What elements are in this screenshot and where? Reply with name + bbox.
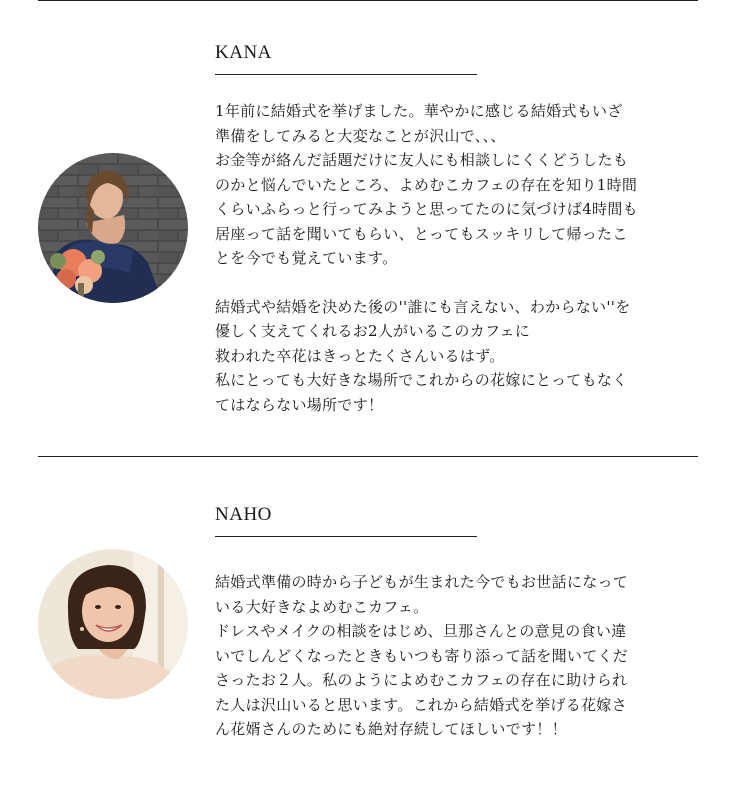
- naho-avatar: [38, 549, 188, 699]
- woman-with-bouquet-photo-icon: [38, 153, 188, 303]
- profile-name: KANA: [215, 40, 477, 75]
- profile-name: NAHO: [215, 502, 477, 537]
- top-divider: [38, 0, 698, 1]
- naho-paragraph-1: 結婚式準備の時から子どもが生まれた今でもお世話になって いる大好きなよめむこカフェ。 ドレスやメイクの相談をはじめ、旦那さんとの意見の食い違 いでしんどくなったときもいつも寄り添って話を聞いてくだ さったお２人。私のようによめむこカフェの存在に助けられ た人は沢山いると思います。これから結婚式を挙げる花嫁さ ん花婿さんのためにも絶対存続してほしいです！！: [215, 573, 629, 738]
- smiling-woman-photo-icon: [38, 549, 188, 699]
- kana-comment: [215, 99, 695, 417]
- naho-comment: [215, 570, 695, 742]
- kana-paragraph-1: 1年前に結婚式を挙げました。華やかに感じる結婚式もいざ 準備をしてみると大変なことが沢山で、、、 お金等が絡んだ話題だけに友人にも相談しにくくどうしたも のかと悩んでいたところ、よめむこカフェの存在を知り1時間 くらいふらっと行ってみようと思ってたのに気づけば4時間も 居座って話を聞いてもらい、とってもスッキリして帰ったこ とを今でも覚えています。: [215, 102, 638, 267]
- section-divider: [38, 456, 698, 457]
- kana-avatar: [38, 153, 188, 303]
- kana-paragraph-2: 結婚式や結婚を決めた後の''誰にも言えない、わからない''を 優しく支えてくれるお2人がいるこのカフェに 救われた卒花はきっとたくさんいるはず。 私にとっても大好きな場所でこれからの花嫁にとってもなく てはならない場所です！: [215, 297, 631, 414]
